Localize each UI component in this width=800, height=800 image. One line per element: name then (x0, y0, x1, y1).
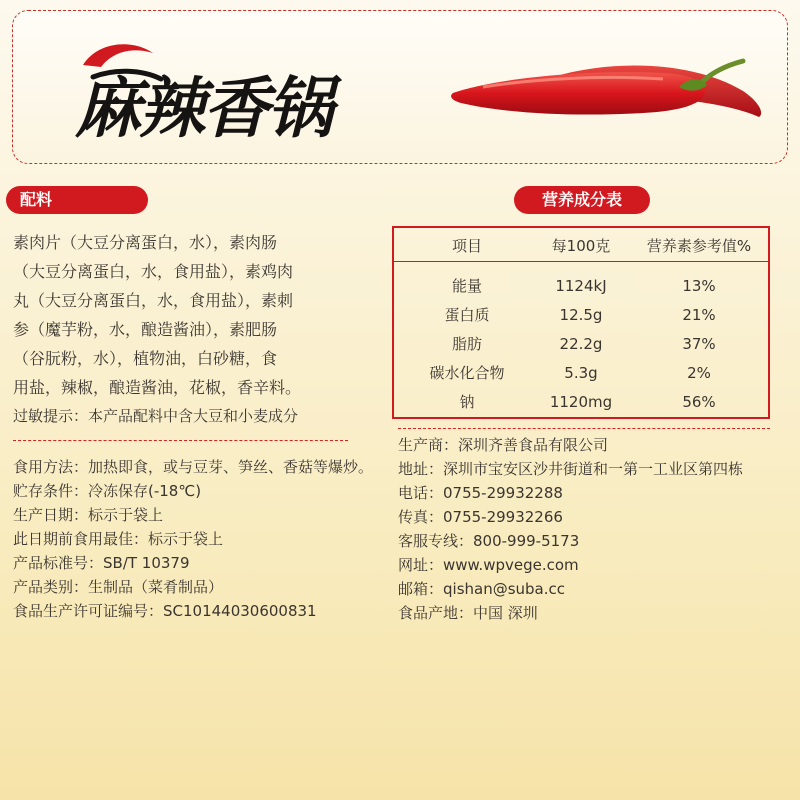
info-line: 生产商：深圳齐善食品有限公司 (398, 436, 609, 454)
header-nrv: 营养素参考值% (646, 237, 752, 255)
nutrient-nrv: 21% (682, 306, 716, 324)
info-line: 此日期前食用最佳：标示于袋上 (13, 530, 224, 548)
nutrient-nrv: 2% (687, 364, 711, 382)
chili-pepper-icon (443, 51, 773, 147)
divider (398, 428, 770, 429)
table-divider (394, 261, 768, 262)
info-line: 产品标准号：SB/T 10379 (13, 554, 190, 572)
ingredients-list (13, 228, 353, 402)
info-line: 产品类别：生制品（菜肴制品） (13, 578, 224, 596)
nutrient-amount: 12.5g (559, 306, 603, 324)
ingredients-line: （谷朊粉，水），植物油，白砂糖，食 (13, 349, 278, 368)
info-line: 地址：深圳市宝安区沙井街道和一第一工业区第四栋 (398, 460, 744, 478)
nutrient-name: 钠 (459, 393, 475, 411)
header-per-100g: 每100克 (551, 237, 611, 255)
nutrient-nrv: 56% (682, 393, 716, 411)
ingredients-line: （大豆分离蛋白，水，食用盐），素鸡肉 (13, 262, 294, 281)
ingredients-line: 用盐，辣椒，酿造酱油，花椒，香辛料。 (13, 378, 302, 397)
nutrition-header-row (394, 234, 768, 258)
table-row (394, 332, 768, 356)
header-item: 项目 (451, 237, 482, 255)
nutrition-table (392, 226, 770, 419)
product-title: 麻辣香锅 (75, 69, 331, 147)
manufacturer-info (398, 433, 743, 625)
table-row (394, 303, 768, 327)
ingredients-line: 参（魔芋粉，水，酿造酱油），素肥肠 (13, 320, 278, 339)
email-link: 邮箱：qishan@suba.cc (398, 580, 566, 598)
header-banner (12, 10, 788, 164)
nutrition-facts-label: 营养成分表 (514, 186, 650, 214)
ingredients-line: 素肉片（大豆分离蛋白，水），素肉肠 (13, 233, 278, 252)
ingredients-line: 丸（大豆分离蛋白，水，食用盐），素刺 (13, 291, 294, 310)
nutrient-amount: 5.3g (564, 364, 598, 382)
divider (13, 440, 348, 441)
nutrient-name: 能量 (451, 277, 482, 295)
nutrient-amount: 1124kJ (555, 277, 607, 295)
allergen-warning: 过敏提示：本产品配料中含大豆和小麦成分 (13, 407, 299, 425)
info-line: 客服专线：800-999-5173 (398, 532, 580, 550)
nutrient-nrv: 13% (682, 277, 716, 295)
nutrient-nrv: 37% (682, 335, 716, 353)
nutrient-name: 碳水化合物 (429, 364, 505, 382)
nutrient-amount: 1120mg (549, 393, 613, 411)
product-info (13, 455, 373, 623)
table-row (394, 274, 768, 298)
info-line: 食品产地：中国 深圳 (398, 604, 538, 622)
info-line: 电话：0755-29932288 (398, 484, 563, 502)
ingredients-label: 配料 (6, 186, 148, 214)
nutrient-name: 脂肪 (451, 335, 482, 353)
info-line: 食品生产许可证编号：SC10144030600831 (13, 602, 317, 620)
nutrient-amount: 22.2g (559, 335, 603, 353)
info-line: 贮存条件：冷冻保存(-18℃) (13, 482, 202, 500)
info-line: 生产日期：标示于袋上 (13, 506, 164, 524)
website-link: 网址：www.wpvege.com (398, 556, 579, 574)
table-row (394, 390, 768, 414)
table-row (394, 361, 768, 385)
info-line: 传真：0755-29932266 (398, 508, 563, 526)
info-line: 食用方法：加热即食，或与豆芽、笋丝、香菇等爆炒。 (13, 458, 374, 476)
nutrient-name: 蛋白质 (444, 306, 490, 324)
